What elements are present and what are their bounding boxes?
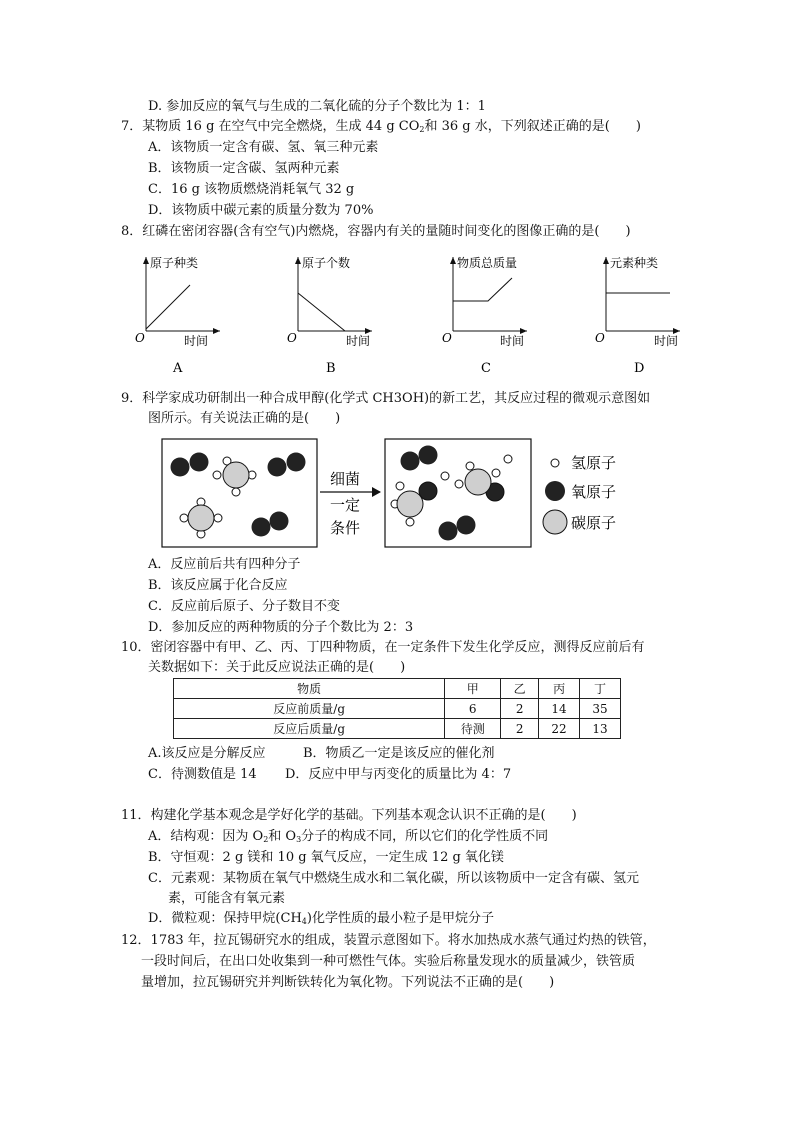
q10-option-a: A.该反应是分解反应 [148, 746, 266, 761]
table-cell: 反应前质量/g [174, 699, 445, 719]
arrow-label-bottom: 条件 [330, 519, 361, 537]
q11-option-c-line1: C．元素观：某物质在氧气中燃烧生成水和二氧化碳，所以该物质中一定含有碳、氢元 [148, 871, 639, 886]
arrow-label-top: 细菌 [330, 470, 361, 488]
graph-a-origin: O [135, 331, 145, 345]
table-cell: 22 [539, 719, 580, 739]
q10-stem-line2: 关数据如下：关于此反应说法正确的是( ) [148, 660, 406, 675]
q7-stem: 7．某物质 16 g 在空气中完全燃烧，生成 44 g $CO_2$和 36 g 水，下列叙述正确的是( ) [121, 119, 641, 134]
graph-a-line [146, 285, 190, 329]
graph-b-ylabel: 原子个数 [302, 256, 351, 270]
graph-b-letter: B [326, 361, 336, 376]
graph-a [135, 255, 220, 376]
graph-c-ylabel: 物质总质量 [457, 256, 518, 270]
q9-stem-line1: 9．科学家成功研制出一种合成甲醇(化学式 CH3OH)的新工艺，其反应过程的微观示意图如 [121, 391, 651, 406]
molecule-h2-4 [401, 446, 438, 471]
graph-d-origin: O [595, 331, 605, 345]
table-header: 丙 [539, 679, 580, 699]
q9-stem-line2: 图所示。有关说法正确的是( ) [148, 411, 341, 426]
graph-a-ylabel: 原子种类 [150, 256, 199, 270]
graph-b [287, 255, 372, 376]
graph-a-letter: A [173, 361, 183, 376]
q9-option-d: D．参加反应的两种物质的分子个数比为 2：3 [148, 620, 414, 635]
graph-c [442, 255, 527, 376]
graph-c-letter: C [481, 361, 491, 376]
q7-option-a: A．该物质一定含有碳、氢、氧三种元素 [148, 140, 379, 155]
graph-d-xlabel: 时间 [654, 334, 679, 348]
q9-option-a: A．反应前后共有四种分子 [148, 557, 301, 572]
q12-stem-line2: 一段时间后，在出口处收集到一种可燃性气体。实验后称量发现水的质量减少，铁管质 [141, 954, 636, 969]
molecule-h2-2 [268, 453, 306, 477]
table-cell: 13 [580, 719, 621, 739]
table-header: 丁 [580, 679, 621, 699]
graph-a-xlabel: 时间 [184, 334, 209, 348]
legend-oxygen-icon [545, 481, 565, 501]
table-cell: 2 [501, 719, 539, 739]
legend-carbon-label: 碳原子 [571, 514, 617, 532]
q10-option-d: D．反应中甲与丙变化的质量比为 4：7 [285, 767, 512, 782]
q10-option-c: C．待测数值是 14 [148, 767, 257, 782]
q9-option-c: C．反应前后原子、分子数目不变 [148, 599, 340, 614]
q8-stem: 8．红磷在密闭容器(含有空气)内燃烧，容器内有关的量随时间变化的图像正确的是( ) [121, 224, 631, 239]
graph-b-xlabel: 时间 [346, 334, 371, 348]
q10-data-table [173, 678, 621, 739]
q7-option-d: D．该物质中碳元素的质量分数为 70% [148, 203, 374, 218]
q11-option-b: B．守恒观：2 g 镁和 10 g 氧气反应，一定生成 12 g 氧化镁 [148, 850, 504, 865]
molecule-ch4-2 [180, 498, 222, 538]
q10-option-b: B．物质乙一定是该反应的催化剂 [303, 746, 495, 761]
graph-c-origin: O [442, 331, 452, 345]
legend-oxygen-label: 氧原子 [571, 483, 617, 501]
table-header: 甲 [445, 679, 501, 699]
molecule-ch3oh-1 [391, 472, 449, 526]
q12-stem-line1: 12．1783 年，拉瓦锡研究水的组成，装置示意图如下。将水加热成水蒸气通过灼热的铁管， [121, 933, 656, 948]
molecule-h2-3 [252, 512, 289, 537]
graph-d [595, 255, 680, 376]
graph-c-xlabel: 时间 [500, 334, 525, 348]
table-header-row [174, 679, 621, 699]
table-cell: 14 [539, 699, 580, 719]
table-cell: 6 [445, 699, 501, 719]
q9-option-b: B．该反应属于化合反应 [148, 578, 288, 593]
q11-option-c-line2: 素，可能含有氧元素 [168, 891, 286, 906]
table-cell: 待测 [445, 719, 501, 739]
table-cell: 反应后质量/g [174, 719, 445, 739]
graph-b-origin: O [287, 331, 297, 345]
graph-b-line [298, 293, 345, 331]
graph-d-ylabel: 元素种类 [610, 256, 659, 270]
q8-graphs [0, 245, 794, 380]
legend-hydrogen-icon [551, 459, 559, 467]
q12-stem-line3: 量增加，拉瓦锡研究并判断铁转化为氧化物。下列说法不正确的是( ) [141, 975, 555, 990]
molecule-h2-5 [439, 516, 476, 541]
arrow-label-mid: 一定 [330, 496, 361, 514]
molecule-h2-1 [171, 453, 209, 477]
q7-option-b: B．该物质一定含碳、氢两种元素 [148, 161, 340, 176]
table-cell: 35 [580, 699, 621, 719]
molecule-ch4-1 [213, 457, 256, 496]
legend-carbon-icon [543, 510, 567, 534]
q11-stem: 11．构建化学基本观念是学好化学的基础。下列基本观念认识不正确的是( ) [121, 808, 577, 823]
q7-option-c: C．16 g 该物质燃烧消耗氧气 32 g [148, 182, 355, 197]
molecule-ch3oh-2 [455, 455, 512, 501]
table-cell: 2 [501, 699, 539, 719]
q10-stem-line1: 10．密闭容器中有甲、乙、丙、丁四种物质，在一定条件下发生化学反应，测得反应前后有 [121, 640, 645, 655]
q11-option-d: D．微粒观：保持甲烷$(CH_4)$化学性质的最小粒子是甲烷分子 [148, 911, 494, 926]
q9-diagram [0, 434, 794, 554]
table-header: 乙 [501, 679, 539, 699]
legend-hydrogen-label: 氢原子 [571, 454, 617, 472]
graph-c-line [453, 278, 512, 301]
q11-option-a: A．结构观：因为 $O_2$和 $O_3$分子的构成不同，所以它们的化学性质不同 [148, 829, 549, 844]
graph-d-letter: D [634, 361, 645, 376]
table-row [174, 699, 621, 719]
table-header: 物质 [174, 679, 445, 699]
legend [543, 454, 616, 534]
q6-option-d: D. 参加反应的氧气与生成的二氧化硫的分子个数比为 1：1 [148, 99, 486, 114]
table-row [174, 719, 621, 739]
